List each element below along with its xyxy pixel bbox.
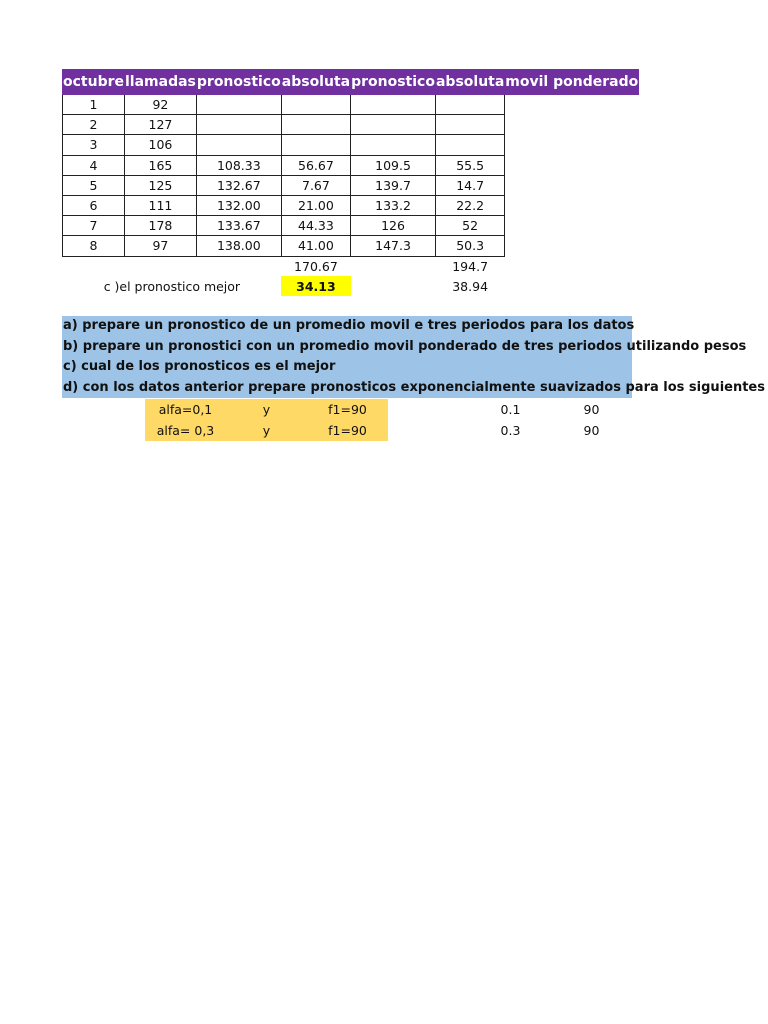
calls-cell[interactable]: 125 [125, 175, 197, 195]
calls-cell[interactable]: 97 [125, 236, 197, 256]
table-row [63, 175, 639, 195]
empty-cell[interactable] [505, 236, 639, 256]
forecast-weighted-cell[interactable]: 109.5 [351, 155, 436, 175]
forecast-3p-cell[interactable]: 138.00 [196, 236, 281, 256]
forecast-weighted-cell[interactable]: 126 [351, 216, 436, 236]
abs-error-weighted-cell[interactable]: 55.5 [435, 155, 504, 175]
empty-cell[interactable] [505, 155, 639, 175]
period-cell[interactable]: 5 [63, 175, 125, 195]
empty-cell[interactable] [505, 195, 639, 215]
alpha-label[interactable]: alfa= 0,3 [145, 420, 226, 441]
header-octubre[interactable]: octubre [63, 70, 125, 95]
header-pronostico-1[interactable]: pronostico [196, 70, 281, 95]
note-b[interactable]: b) prepare un pronostici con un promedio movil ponderado de tres periodos utilizando pesos [63, 338, 747, 354]
alpha-block [62, 399, 632, 441]
note-a[interactable]: a) prepare un pronostico de un promedio movil e tres periodos para los datos [63, 318, 635, 333]
spreadsheet-grid [62, 69, 639, 296]
calls-cell[interactable]: 165 [125, 155, 197, 175]
forecast-weighted-cell[interactable] [351, 115, 436, 135]
forecast-weighted-cell[interactable]: 133.2 [351, 195, 436, 215]
period-cell[interactable]: 6 [63, 195, 125, 215]
instructions-block [62, 316, 765, 398]
abs-error-weighted-cell[interactable]: 52 [435, 216, 504, 236]
calls-cell[interactable]: 111 [125, 195, 197, 215]
alpha-row [62, 420, 632, 441]
abs-error-3p-cell[interactable]: 41.00 [281, 236, 350, 256]
y-label[interactable]: y [226, 420, 307, 441]
table-row [63, 216, 639, 236]
alpha-table [62, 399, 632, 441]
empty-cell[interactable] [505, 175, 639, 195]
empty-cell[interactable] [505, 135, 639, 155]
header-row [63, 70, 639, 95]
empty-cell[interactable] [388, 420, 470, 441]
f1-label[interactable]: f1=90 [307, 420, 388, 441]
abs-error-weighted-cell[interactable]: 50.3 [435, 236, 504, 256]
abs-error-3p-cell[interactable]: 44.33 [281, 216, 350, 236]
abs-error-3p-cell[interactable]: 56.67 [281, 155, 350, 175]
f1-label[interactable]: f1=90 [307, 399, 388, 420]
totals-row [63, 256, 639, 276]
best-forecast-label[interactable]: c )el pronostico mejor [103, 278, 241, 294]
alpha-value[interactable]: 0.3 [500, 423, 521, 438]
abs-error-3p-cell[interactable]: 21.00 [281, 195, 350, 215]
period-cell[interactable]: 1 [63, 95, 125, 115]
forecast-weighted-cell[interactable] [351, 95, 436, 115]
period-cell[interactable]: 4 [63, 155, 125, 175]
forecast-3p-cell[interactable] [196, 135, 281, 155]
abs-error-weighted-cell[interactable]: 14.7 [435, 175, 504, 195]
f1-value[interactable]: 90 [583, 423, 600, 438]
best-mad-1[interactable]: 34.13 [281, 276, 350, 296]
empty-cell[interactable] [62, 399, 145, 420]
table-row [63, 115, 639, 135]
note-c[interactable]: c) cual de los pronosticos es el mejor [63, 359, 336, 374]
forecast-weighted-cell[interactable] [351, 135, 436, 155]
forecast-3p-cell[interactable]: 132.67 [196, 175, 281, 195]
abs-error-weighted-cell[interactable] [435, 95, 504, 115]
calls-cell[interactable]: 178 [125, 216, 197, 236]
empty-cell[interactable] [505, 95, 639, 115]
header-movil-ponderado[interactable]: movil ponderado [505, 70, 639, 95]
calls-cell[interactable]: 127 [125, 115, 197, 135]
y-label[interactable]: y [226, 399, 307, 420]
f1-value[interactable]: 90 [583, 402, 600, 417]
best-row [63, 276, 639, 296]
note-d[interactable]: d) con los datos anterior prepare pronosticos exponencialmente suavizados para los siguientes [63, 379, 765, 395]
empty-cell[interactable] [505, 216, 639, 236]
table-row [63, 236, 639, 256]
header-llamadas[interactable]: llamadas [125, 70, 197, 95]
calls-cell[interactable]: 106 [125, 135, 197, 155]
period-cell[interactable]: 3 [63, 135, 125, 155]
forecast-weighted-cell[interactable]: 139.7 [351, 175, 436, 195]
forecast-3p-cell[interactable] [196, 95, 281, 115]
period-cell[interactable]: 2 [63, 115, 125, 135]
header-absoluta-1[interactable]: absoluta [281, 70, 350, 95]
forecast-3p-cell[interactable]: 132.00 [196, 195, 281, 215]
empty-cell[interactable] [505, 115, 639, 135]
abs-error-3p-cell[interactable] [281, 135, 350, 155]
total-absoluta-1[interactable]: 170.67 [294, 258, 338, 274]
forecast-3p-cell[interactable]: 133.67 [196, 216, 281, 236]
abs-error-3p-cell[interactable] [281, 95, 350, 115]
abs-error-3p-cell[interactable] [281, 115, 350, 135]
abs-error-weighted-cell[interactable]: 22.2 [435, 195, 504, 215]
empty-cell[interactable] [62, 420, 145, 441]
abs-error-weighted-cell[interactable] [435, 135, 504, 155]
header-pronostico-2[interactable]: pronostico [351, 70, 436, 95]
abs-error-weighted-cell[interactable] [435, 115, 504, 135]
forecast-3p-cell[interactable]: 108.33 [196, 155, 281, 175]
header-absoluta-2[interactable]: absoluta [435, 70, 504, 95]
calls-cell[interactable]: 92 [125, 95, 197, 115]
abs-error-3p-cell[interactable]: 7.67 [281, 175, 350, 195]
forecast-3p-cell[interactable] [196, 115, 281, 135]
period-cell[interactable]: 8 [63, 236, 125, 256]
calls-table [62, 69, 639, 296]
alpha-value[interactable]: 0.1 [500, 402, 521, 417]
table-row [63, 135, 639, 155]
alpha-row [62, 399, 632, 420]
table-row [63, 95, 639, 115]
table-row [63, 155, 639, 175]
forecast-weighted-cell[interactable]: 147.3 [351, 236, 436, 256]
total-absoluta-2[interactable]: 194.7 [452, 258, 489, 274]
alpha-label[interactable]: alfa=0,1 [145, 399, 226, 420]
table-row [63, 195, 639, 215]
empty-cell[interactable] [388, 399, 470, 420]
period-cell[interactable]: 7 [63, 216, 125, 236]
best-mad-2[interactable]: 38.94 [452, 278, 489, 294]
